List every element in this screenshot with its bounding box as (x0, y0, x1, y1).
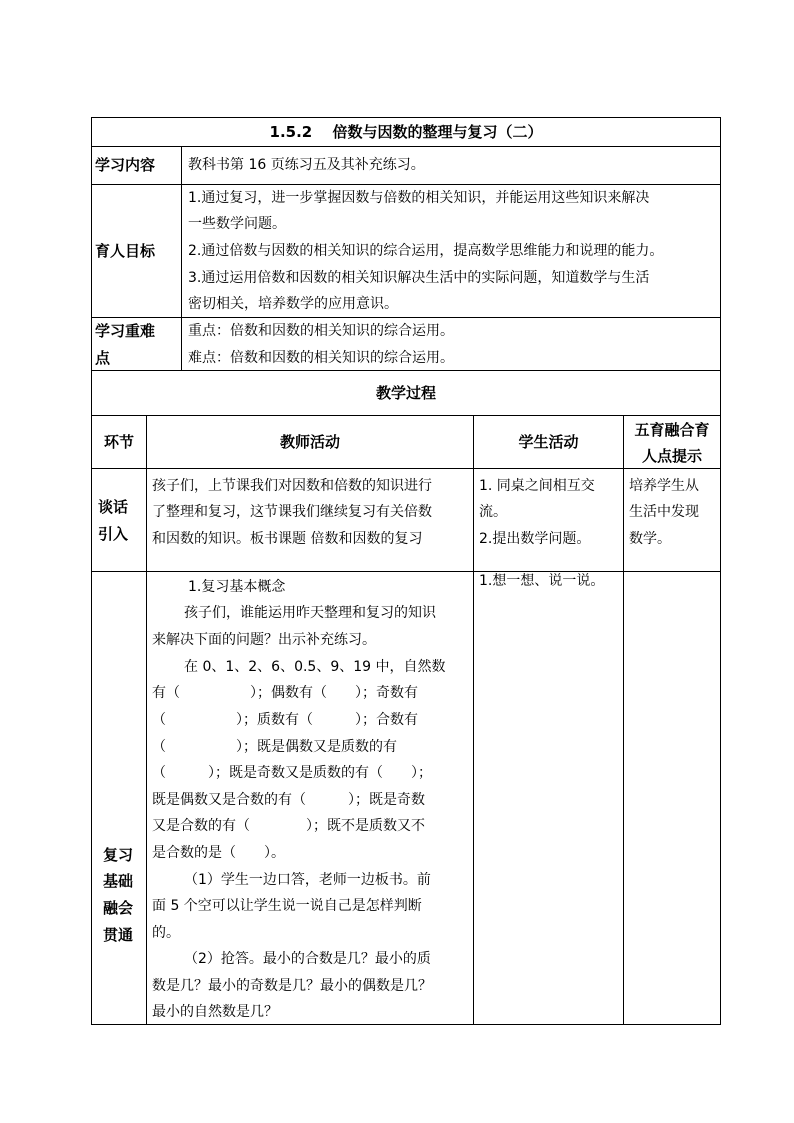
teacher-line: 是合数的是（ ）。 (152, 845, 285, 861)
teacher-line: 1.复习基本概念 (188, 579, 286, 595)
col-divider (181, 146, 182, 371)
student-line: 2.提出数学问题。 (479, 531, 591, 547)
teacher-line: 孩子们，谁能运用昨天整理和复习的知识 (184, 605, 436, 621)
col-divider (473, 415, 474, 1025)
hint-line: 数学。 (629, 531, 671, 547)
teacher-line: 的。 (152, 925, 180, 941)
row-divider (91, 415, 721, 416)
teacher-line: 最小的自然数是几？ (152, 1004, 278, 1020)
student-line: 流。 (479, 504, 507, 520)
keypoint-label: 点 (95, 349, 111, 367)
teacher-line: 面 5 个空可以让学生说一说自己是怎样判断 (152, 898, 422, 914)
row-divider (91, 146, 721, 147)
teacher-line: 和因数的知识。板书课题 倍数和因数的复习 (152, 531, 423, 547)
stage-label: 谈话 (98, 498, 129, 516)
goal-line: 密切相关，培养数学的应用意识。 (188, 296, 398, 312)
stage-label: 复习 (103, 846, 134, 864)
teacher-line: 了整理和复习，这节课我们继续复习有关倍数 (152, 504, 432, 520)
goal-line: 3.通过运用倍数和因数的相关知识解决生活中的实际问题，知道数学与生活 (188, 270, 650, 286)
col-header-hint: 人点提示 (641, 447, 702, 465)
goal-line: 2.通过倍数与因数的相关知识的综合运用，提高数学思维能力和说理的能力。 (188, 243, 664, 259)
hint-line: 生活中发现 (629, 504, 699, 520)
hint-line: 培养学生从 (629, 478, 699, 494)
teacher-line: 数是几？最小的奇数是几？最小的偶数是几？ (152, 978, 432, 994)
col-header-teacher: 教师活动 (279, 433, 340, 451)
teacher-line: 有（ ）；偶数有（ ）；奇数有 (152, 685, 418, 701)
student-line: 1.想一想、说一说。 (479, 573, 605, 589)
teacher-line: （ ）；既是偶数又是质数的有 (152, 739, 397, 755)
teacher-line: （ ）；既是奇数又是质数的有（ ）； (152, 765, 432, 781)
lesson-title: 1.5.2 倍数与因数的整理与复习（二） (269, 123, 543, 141)
col-divider (146, 415, 147, 1025)
goal-line: 一些数学问题。 (188, 216, 286, 232)
teacher-line: （ ）；质数有（ ）；合数有 (152, 712, 418, 728)
row-divider (91, 571, 721, 572)
teacher-line: 孩子们，上节课我们对因数和倍数的知识进行 (152, 478, 432, 494)
teacher-line: 在 0、1、2、6、0.5、9、19 中，自然数 (184, 659, 446, 675)
col-header-hint: 五育融合育 (634, 421, 710, 439)
goal-line: 1.通过复习，进一步掌握因数与倍数的相关知识，并能运用这些知识来解决 (188, 190, 650, 206)
keypoint-label: 学习重难 (95, 322, 156, 340)
teacher-line: 来解决下面的问题？出示补充练习。 (152, 632, 376, 648)
content-label: 学习内容 (95, 156, 156, 174)
goal-label: 育人目标 (95, 242, 156, 260)
keypoint-line: 重点：倍数和因数的相关知识的综合运用。 (188, 323, 454, 339)
stage-label: 融会 (103, 899, 134, 917)
teacher-line: （2）抢答。最小的合数是几？最小的质 (184, 951, 431, 967)
teacher-line: （1）学生一边口答，老师一边板书。前 (184, 872, 431, 888)
col-header-student: 学生活动 (518, 433, 579, 451)
stage-label: 基础 (103, 872, 134, 890)
process-heading: 教学过程 (375, 384, 436, 402)
teacher-line: 又是合数的有（ ）；既不是质数又不 (152, 818, 425, 834)
stage-label: 引入 (98, 525, 129, 543)
col-header-stage: 环节 (103, 433, 134, 451)
col-divider (623, 415, 624, 1025)
student-line: 1. 同桌之间相互交 (479, 478, 595, 494)
stage-label: 贯通 (103, 926, 134, 944)
content-text: 教科书第 16 页练习五及其补充练习。 (188, 157, 425, 173)
keypoint-line: 难点：倍数和因数的相关知识的综合运用。 (188, 350, 454, 366)
teacher-line: 既是偶数又是合数的有（ ）；既是奇数 (152, 792, 425, 808)
